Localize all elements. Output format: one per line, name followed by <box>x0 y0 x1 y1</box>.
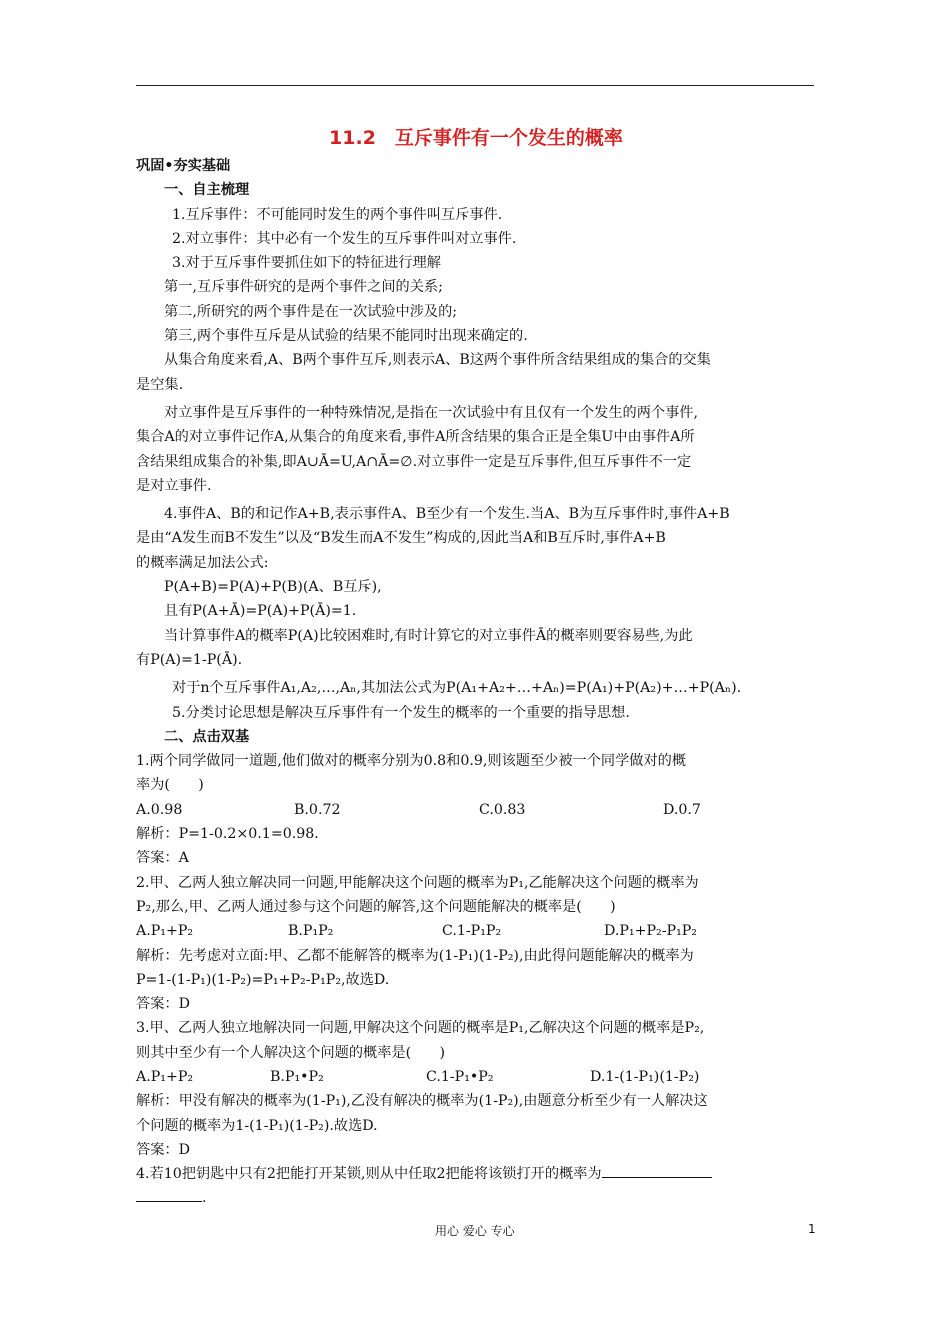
question-1-text: 1.两个同学做同一道题,他们做对的概率分别为0.8和0.9,则该题至少被一个同学做对的概 <box>136 753 687 770</box>
subsection-heading-1: 一、自主梳理 <box>164 182 250 199</box>
answer-blank <box>602 1163 712 1178</box>
paragraph-line: 是对立事件. <box>136 477 212 494</box>
paragraph-line: 有P(A)=1-P(Ā). <box>136 651 243 668</box>
page-number: 1 <box>808 1222 816 1236</box>
paragraph-line: 含结果组成集合的补集,即A∪Ā=U,A∩Ā=∅.对立事件一定是互斥事件,但互斥事件不一定 <box>136 453 692 470</box>
option-a: A.P₁+P₂ <box>136 923 194 940</box>
question-3-analysis: 个问题的概率为1-(1-P₁)(1-P₂).故选D. <box>136 1117 378 1134</box>
paragraph-line: 对立事件是互斥事件的一种特殊情况,是指在一次试验中有且仅有一个发生的两个事件, <box>164 404 698 421</box>
question-3-text: 3.甲、乙两人独立地解决同一问题,甲解决这个问题的概率是P₁,乙解决这个问题的概率是P₂, <box>136 1020 705 1037</box>
question-3-text: 则其中至少有一个人解决这个问题的概率是( ) <box>136 1044 446 1061</box>
option-b: B.P₁•P₂ <box>270 1068 324 1085</box>
question-2-options <box>136 919 816 943</box>
header-rule <box>136 85 814 86</box>
paragraph-line: 对于n个互斥事件A₁,A₂,…,Aₙ,其加法公式为P(A₁+A₂+…+Aₙ)=P(A₁)+P(A₂)+…+P(Aₙ). <box>172 680 742 697</box>
option-a: A.P₁+P₂ <box>136 1068 194 1085</box>
question-1-answer: 答案：A <box>136 850 189 867</box>
paragraph-line: 第二,所研究的两个事件是在一次试验中涉及的; <box>164 303 458 320</box>
formula-line: P(A+B)=P(A)+P(B)(A、B互斥), <box>164 579 382 596</box>
paragraph-line: 当计算事件A的概率P(A)比较困难时,有时计算它的对立事件Ā的概率则要容易些,为此 <box>164 627 693 644</box>
option-b: B.0.72 <box>294 801 341 818</box>
paragraph-line: 2.对立事件：其中必有一个发生的互斥事件叫对立事件. <box>172 230 517 247</box>
formula-line: 且有P(A+Ā)=P(A)+P(Ā)=1. <box>164 603 357 620</box>
question-1-analysis: 解析：P=1-0.2×0.1=0.98. <box>136 826 319 843</box>
question-1-options <box>136 798 816 822</box>
section-heading: 巩固•夯实基础 <box>136 158 231 174</box>
paragraph-line: 4.事件A、B的和记作A+B,表示事件A、B至少有一个发生.当A、B为互斥事件时,事件A+B <box>164 506 730 523</box>
paragraph-line: 从集合角度来看,A、B两个事件互斥,则表示A、B这两个事件所含结果组成的集合的交集 <box>164 352 711 369</box>
question-2-text: P₂,那么,甲、乙两人通过参与这个问题的解答,这个问题能解决的概率是( ) <box>136 898 616 915</box>
question-2-analysis: P=1-(1-P₁)(1-P₂)=P₁+P₂-P₁P₂,故选D. <box>136 971 390 988</box>
question-4-end: . <box>202 1190 207 1207</box>
paragraph-line: 3.对于互斥事件要抓住如下的特征进行理解 <box>172 255 441 272</box>
question-4-text <box>136 1162 816 1186</box>
document-body <box>136 90 816 1211</box>
paragraph-line: 1.互斥事件：不可能同时发生的两个事件叫互斥事件. <box>172 206 503 223</box>
question-3-analysis: 解析：甲没有解决的概率为(1-P₁),乙没有解决的概率为(1-P₂),由题意分析至少有一人解决这 <box>136 1093 708 1110</box>
paragraph-line: 第一,互斥事件研究的是两个事件之间的关系; <box>164 279 443 296</box>
question-2-answer: 答案：D <box>136 996 190 1013</box>
option-c: C.0.83 <box>479 801 526 818</box>
paragraph-line: 的概率满足加法公式: <box>136 554 269 571</box>
subsection-heading-2: 二、点击双基 <box>164 728 250 745</box>
answer-blank <box>136 1187 202 1202</box>
question-3-answer: 答案：D <box>136 1141 190 1158</box>
option-d: D.1-(1-P₁)(1-P₂) <box>590 1068 700 1085</box>
question-2-analysis: 解析：先考虑对立面:甲、乙都不能解答的概率为(1-P₁)(1-P₂),由此得问题能解决的概率为 <box>136 947 694 964</box>
question-1-text: 率为( ) <box>136 777 204 794</box>
option-b: B.P₁P₂ <box>288 923 334 940</box>
option-a: A.0.98 <box>136 801 183 818</box>
question-4-stem: 4.若10把钥匙中只有2把能打开某锁,则从中任取2把能将该锁打开的概率为 <box>136 1166 602 1183</box>
paragraph-line: 是由“A发生而B不发生”以及“B发生而A不发生”构成的,因此当A和B互斥时,事件A+B <box>136 530 666 547</box>
question-2-text: 2.甲、乙两人独立解决同一问题,甲能解决这个问题的概率为P₁,乙能解决这个问题的概率为 <box>136 874 699 891</box>
footer-motto: 用心 爱心 专心 <box>435 1224 515 1238</box>
question-4-text-cont <box>136 1186 816 1210</box>
document-title: 11.2 互斥事件有一个发生的概率 <box>329 127 623 149</box>
paragraph-line: 第三,两个事件互斥是从试验的结果不能同时出现来确定的. <box>164 328 528 345</box>
paragraph-line: 是空集. <box>136 376 184 393</box>
option-d: D.P₁+P₂-P₁P₂ <box>604 923 697 940</box>
question-3-options <box>136 1065 816 1089</box>
paragraph-line: 5.分类讨论思想是解决互斥事件有一个发生的概率的一个重要的指导思想. <box>172 704 630 721</box>
option-c: C.1-P₁•P₂ <box>426 1068 494 1085</box>
option-c: C.1-P₁P₂ <box>442 923 502 940</box>
paragraph-line: 集合A的对立事件记作A,从集合的角度来看,事件A所含结果的集合正是全集U中由事件A所 <box>136 429 695 446</box>
option-d: D.0.7 <box>663 801 701 818</box>
